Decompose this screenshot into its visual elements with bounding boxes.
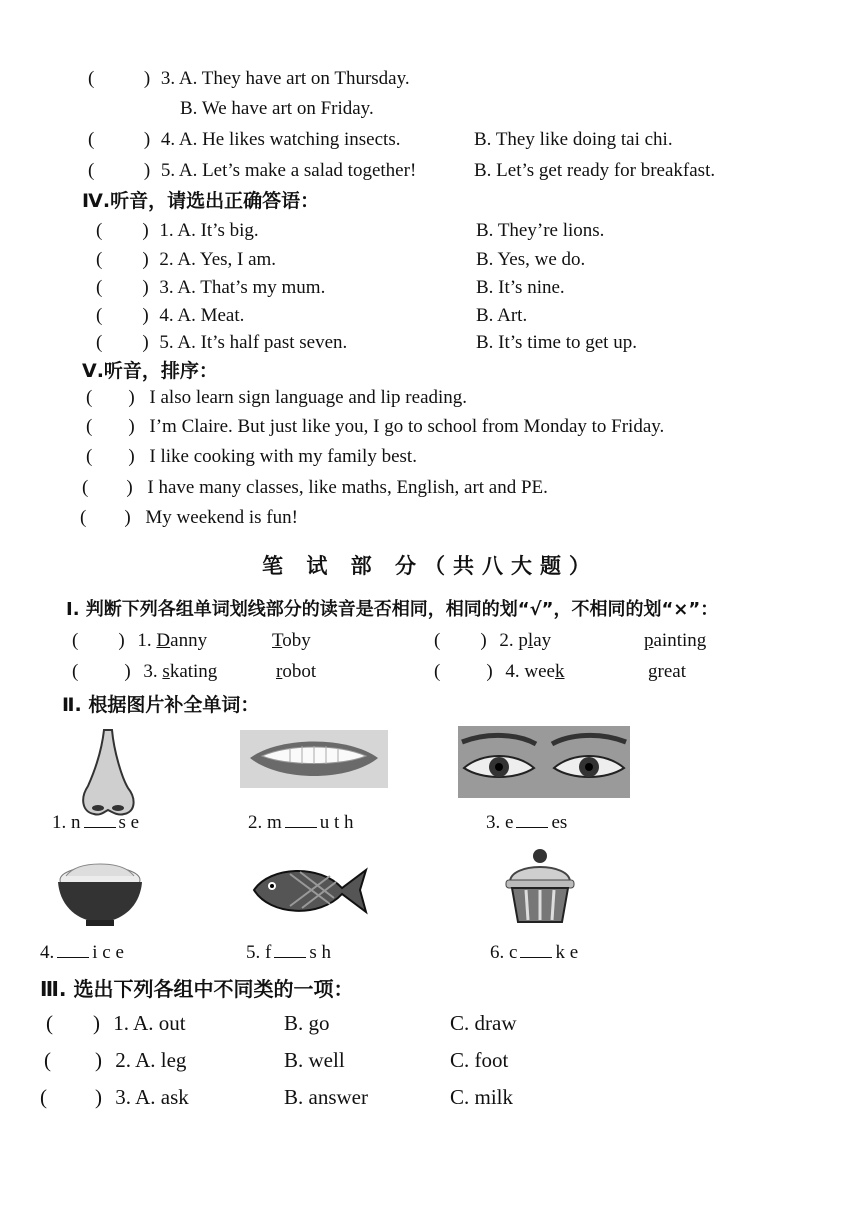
answer-paren-open: ( xyxy=(96,277,103,298)
sentence-row xyxy=(86,416,664,438)
option-a: 4. A. He likes watching insects. xyxy=(160,129,401,150)
answer-paren-close: ) xyxy=(486,661,493,682)
section-header: Ⅰ. 判断下列各组单词划线部分的读音是否相同，相同的划“√”，不相同的划“×”： xyxy=(66,599,719,620)
answer-paren-close: ) xyxy=(128,387,135,408)
question-row xyxy=(96,332,347,354)
option-a: 3. A. That’s my mum. xyxy=(159,277,326,298)
sentence-text: I have many classes, like maths, English, art and PE. xyxy=(147,477,548,498)
word-suffix: s h xyxy=(309,942,331,963)
option-c: C. milk xyxy=(450,1085,514,1109)
answer-paren-open: ( xyxy=(96,305,103,326)
option-a: 1. A. It’s big. xyxy=(159,220,259,241)
item-number: 2. xyxy=(499,630,514,651)
answer-paren-close: ) xyxy=(143,160,151,181)
option-c: C. foot xyxy=(450,1048,509,1072)
answer-paren-open: ( xyxy=(434,630,441,651)
sentence-row xyxy=(86,446,417,468)
blank-input[interactable] xyxy=(285,813,317,828)
sentence-row xyxy=(82,477,548,499)
option-a: 4. A. Meat. xyxy=(159,305,245,326)
option-a: 5. A. Let’s make a salad together! xyxy=(160,160,417,181)
fill-word xyxy=(246,942,331,964)
blank-input[interactable] xyxy=(520,943,552,958)
answer-paren-close: ) xyxy=(142,249,149,270)
answer-paren-open: ( xyxy=(86,387,93,408)
fill-word xyxy=(40,942,124,964)
question-row xyxy=(96,305,244,327)
word-rest: oby xyxy=(282,630,311,651)
word-prefix: 6. c xyxy=(490,942,518,963)
underlined-letter: D xyxy=(156,630,171,651)
section-header: Ⅳ.听音，请选出正确答语： xyxy=(82,190,320,212)
option-a: 5. A. It’s half past seven. xyxy=(159,332,348,353)
answer-paren-open: ( xyxy=(86,416,93,437)
phonics-word xyxy=(644,630,706,652)
word-suffix: u t h xyxy=(319,812,354,833)
fish-icon xyxy=(250,860,370,922)
option-a: 3. A. ask xyxy=(115,1085,189,1109)
word-prefix: wee xyxy=(524,661,555,682)
question-row xyxy=(96,220,259,242)
question-row xyxy=(44,1049,186,1071)
answer-paren-close: ) xyxy=(93,1011,100,1035)
option-b: B. We have art on Friday. xyxy=(180,98,374,119)
answer-paren-close: ) xyxy=(142,332,149,353)
word-suffix: es xyxy=(551,812,568,833)
answer-paren-open: ( xyxy=(72,630,79,651)
answer-paren-open: ( xyxy=(88,160,95,181)
eyes-icon xyxy=(458,726,630,798)
sentence-text: I also learn sign language and lip reading. xyxy=(149,387,468,408)
section-header: Ⅲ. 选出下列各组中不同类的一项： xyxy=(40,977,354,1001)
phonics-word xyxy=(272,630,311,652)
option-b: B. Art. xyxy=(476,305,528,326)
sentence-text: I’m Claire. But just like you, I go to school from Monday to Friday. xyxy=(149,416,665,437)
mouth-icon xyxy=(240,730,388,788)
option-b: B. Let’s get ready for breakfast. xyxy=(474,160,716,181)
answer-paren-close: ) xyxy=(143,68,151,89)
answer-paren-close: ) xyxy=(95,1048,102,1072)
phonics-item xyxy=(434,661,565,683)
option-a: 2. A. Yes, I am. xyxy=(159,249,277,270)
answer-paren-open: ( xyxy=(44,1048,51,1072)
underlined-letter: T xyxy=(272,630,283,651)
phonics-item xyxy=(72,661,217,683)
word-prefix: 2. m xyxy=(248,812,282,833)
fill-word xyxy=(52,812,139,834)
nose-icon xyxy=(78,728,138,820)
phonics-word xyxy=(648,661,686,683)
answer-paren-open: ( xyxy=(96,220,103,241)
word-prefix: 5. f xyxy=(246,942,272,963)
section-header: Ⅱ. 根据图片补全单词： xyxy=(62,694,260,716)
question-row xyxy=(88,129,400,151)
written-part-title: 笔 试 部 分（共八大题） xyxy=(262,554,598,578)
underlined-letter: l xyxy=(527,630,534,651)
sentence-row xyxy=(80,507,298,529)
word-rest: obot xyxy=(282,661,317,682)
word-prefix: 3. e xyxy=(486,812,514,833)
option-a: 1. A. out xyxy=(113,1011,186,1035)
answer-paren-close: ) xyxy=(95,1085,102,1109)
question-row xyxy=(46,1012,186,1034)
word-prefix: 4. xyxy=(40,942,55,963)
question-row xyxy=(96,249,276,271)
option-b: B. It’s time to get up. xyxy=(476,332,637,353)
answer-paren-open: ( xyxy=(86,446,93,467)
answer-paren-close: ) xyxy=(118,630,125,651)
option-b: B. They’re lions. xyxy=(476,220,605,241)
underlined-letter: r xyxy=(276,661,283,682)
answer-paren-close: ) xyxy=(142,220,149,241)
answer-paren-close: ) xyxy=(124,507,131,528)
answer-paren-open: ( xyxy=(96,249,103,270)
option-a: 2. A. leg xyxy=(115,1048,187,1072)
answer-paren-open: ( xyxy=(80,507,87,528)
sentence-text: My weekend is fun! xyxy=(145,507,298,528)
section-header: Ⅴ.听音，排序： xyxy=(82,360,218,382)
underlined-letter: k xyxy=(555,661,565,682)
answer-paren-close: ) xyxy=(124,661,131,682)
answer-paren-close: ) xyxy=(126,477,133,498)
question-row xyxy=(88,68,410,90)
answer-paren-open: ( xyxy=(88,129,95,150)
sentence-text: I like cooking with my family best. xyxy=(149,446,417,467)
answer-paren-open: ( xyxy=(46,1011,53,1035)
word-rest: anny xyxy=(170,630,208,651)
option-b: B. answer xyxy=(284,1085,368,1109)
question-row xyxy=(40,1086,189,1108)
answer-paren-open: ( xyxy=(96,332,103,353)
underlined-letter: g xyxy=(648,661,658,682)
answer-paren-close: ) xyxy=(128,446,135,467)
option-b: B. well xyxy=(284,1048,345,1072)
phonics-item xyxy=(72,630,207,652)
word-prefix: 1. n xyxy=(52,812,81,833)
fill-word xyxy=(486,812,567,834)
sentence-row xyxy=(86,387,467,409)
phonics-word xyxy=(276,661,316,683)
option-b: B. Yes, we do. xyxy=(476,249,586,270)
answer-paren-close: ) xyxy=(480,630,487,651)
answer-paren-open: ( xyxy=(88,68,95,89)
word-suffix: s e xyxy=(118,812,140,833)
word-rest: reat xyxy=(657,661,686,682)
item-number: 1. xyxy=(137,630,152,651)
blank-input[interactable] xyxy=(57,943,89,958)
option-b: B. They like doing tai chi. xyxy=(474,129,673,150)
fill-word xyxy=(248,812,354,834)
blank-input[interactable] xyxy=(274,943,306,958)
word-rest: ainting xyxy=(653,630,707,651)
word-suffix: k e xyxy=(555,942,579,963)
answer-paren-open: ( xyxy=(434,661,441,682)
blank-input[interactable] xyxy=(516,813,548,828)
word-rest: ay xyxy=(533,630,552,651)
option-b: B. It’s nine. xyxy=(476,277,565,298)
answer-paren-close: ) xyxy=(128,416,135,437)
answer-paren-open: ( xyxy=(40,1085,47,1109)
blank-input[interactable] xyxy=(84,813,116,828)
cake-icon xyxy=(502,846,578,926)
answer-paren-close: ) xyxy=(143,129,151,150)
word-rest: kating xyxy=(169,661,218,682)
answer-paren-open: ( xyxy=(82,477,89,498)
word-prefix: p xyxy=(518,630,528,651)
question-row xyxy=(88,160,416,182)
underlined-letter: p xyxy=(644,630,654,651)
fill-word xyxy=(490,942,578,964)
answer-paren-close: ) xyxy=(142,305,149,326)
rice-icon xyxy=(54,860,146,930)
option-c: C. draw xyxy=(450,1011,517,1035)
item-number: 3. xyxy=(143,661,158,682)
answer-paren-open: ( xyxy=(72,661,79,682)
question-row xyxy=(96,277,325,299)
answer-paren-close: ) xyxy=(142,277,149,298)
option-a: 3. A. They have art on Thursday. xyxy=(160,68,410,89)
underlined-letter: s xyxy=(162,661,170,682)
option-b: B. go xyxy=(284,1011,330,1035)
item-number: 4. xyxy=(505,661,520,682)
phonics-item xyxy=(434,630,551,652)
word-suffix: i c e xyxy=(92,942,124,963)
